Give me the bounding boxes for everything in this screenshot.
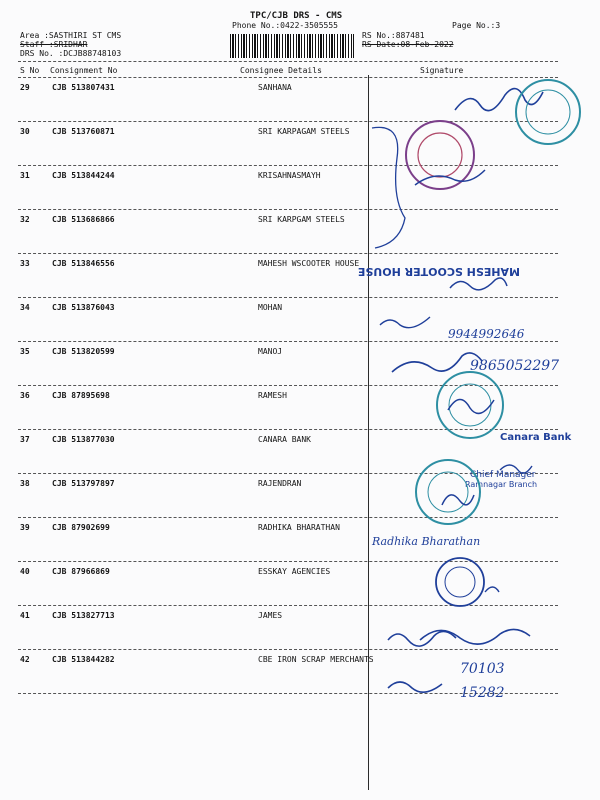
rs-number: RS No.:887481	[362, 31, 425, 40]
row-consignment: CJB 87966869	[52, 567, 110, 576]
row-consignment: CJB 513760871	[52, 127, 115, 136]
row-consignment: CJB 513846556	[52, 259, 115, 268]
row-sno: 32	[20, 215, 30, 224]
row-sno: 29	[20, 83, 30, 92]
col-signature: Signature	[420, 66, 464, 75]
row-consignee: MAHESH WSCOOTER HOUSE	[258, 259, 360, 268]
signature-scribble	[485, 587, 499, 592]
row-sno: 39	[20, 523, 30, 532]
row-sno: 42	[20, 655, 30, 664]
row-consignee: MOHAN	[258, 303, 283, 312]
row-consignment: CJB 513876043	[52, 303, 115, 312]
canara-branch-stamp: Ramnagar Branch	[465, 480, 538, 489]
row-consignee: MANOJ	[258, 347, 283, 356]
row-consignment: CJB 513797897	[52, 479, 115, 488]
row-consignment: CJB 513820599	[52, 347, 115, 356]
row-consignee: SANHANA	[258, 83, 292, 92]
row-consignment: CJB 513827713	[52, 611, 115, 620]
brace-mark	[372, 127, 405, 248]
area-label: Area :SASTHIRI ST CMS	[20, 31, 122, 40]
row-sno: 34	[20, 303, 30, 312]
handwritten-phone-1: 9944992646	[448, 327, 525, 341]
round-stamp-teal	[437, 372, 503, 438]
round-stamp-teal	[416, 460, 480, 524]
row-consignee: JAMES	[258, 611, 283, 620]
row-consignment: CJB 513807431	[52, 83, 115, 92]
row-consignment: CJB 513844282	[52, 655, 115, 664]
row-consignee: KRISAHNASMAYH	[258, 171, 321, 180]
round-stamp-violet	[406, 121, 474, 189]
round-stamp-teal	[516, 80, 580, 144]
row-consignment: CJB 513844244	[52, 171, 115, 180]
handwritten-phone-2: 9865052297	[470, 358, 560, 374]
signature-scribble	[448, 399, 494, 413]
row-consignment: CJB 513877030	[52, 435, 115, 444]
row-consignee: RAJENDRAN	[258, 479, 302, 488]
col-sno: S No	[20, 66, 40, 75]
row-consignee: SRI KARPAGAM STEELS	[258, 127, 350, 136]
col-consignee: Consignee Details	[240, 66, 322, 75]
drs-number: DRS No. :DCJB88748103	[20, 49, 122, 58]
document-title: TPC/CJB DRS - CMS	[250, 11, 343, 21]
row-consignment: CJB 87895698	[52, 391, 110, 400]
row-sno: 35	[20, 347, 30, 356]
row-consignee: RAMESH	[258, 391, 287, 400]
row-sno: 38	[20, 479, 30, 488]
canara-manager-stamp: Chief Manager	[470, 470, 536, 480]
canara-stamp: Canara Bank	[500, 432, 572, 443]
row-sno: 36	[20, 391, 30, 400]
row-consignee: SRI KARPGAM STEELS	[258, 215, 345, 224]
handwritten-number-2: 15282	[460, 685, 505, 701]
signature-scribble	[380, 317, 430, 328]
phone-number: Phone No.:0422-3505555	[232, 21, 338, 30]
rs-date: RS Date:08-Feb-2022	[362, 40, 454, 49]
handwritten-number-1: 70103	[460, 661, 505, 677]
page-number: Page No.:3	[452, 21, 501, 30]
row-sno: 33	[20, 259, 30, 268]
col-consignment: Consignment No	[50, 66, 118, 75]
row-consignment: CJB 513686866	[52, 215, 115, 224]
signature-scribble	[388, 682, 442, 692]
row-sno: 30	[20, 127, 30, 136]
handwritten-name: Radhika Bharathan	[372, 535, 481, 548]
row-consignee: ESSKAY AGENCIES	[258, 567, 331, 576]
row-consignee: RADHIKA BHARATHAN	[258, 523, 340, 532]
row-consignment: CJB 87902699	[52, 523, 110, 532]
row-consignee: CBE IRON SCRAP MERCHANTS	[258, 655, 374, 664]
row-consignee: CANARA BANK	[258, 435, 311, 444]
staff-label: Staff :SRIDHAR	[20, 40, 88, 49]
signature-scribble	[420, 629, 530, 644]
row-sno: 37	[20, 435, 30, 444]
row-sno: 40	[20, 567, 30, 576]
signature-scribble	[442, 495, 474, 505]
signature-scribble	[392, 353, 482, 372]
round-stamp-navy	[436, 558, 484, 606]
signature-scribble	[450, 278, 507, 290]
row-sno: 41	[20, 611, 30, 620]
row-sno: 31	[20, 171, 30, 180]
mahesh-stamp: MAHESH SCOOTER HOUSE	[357, 265, 520, 278]
